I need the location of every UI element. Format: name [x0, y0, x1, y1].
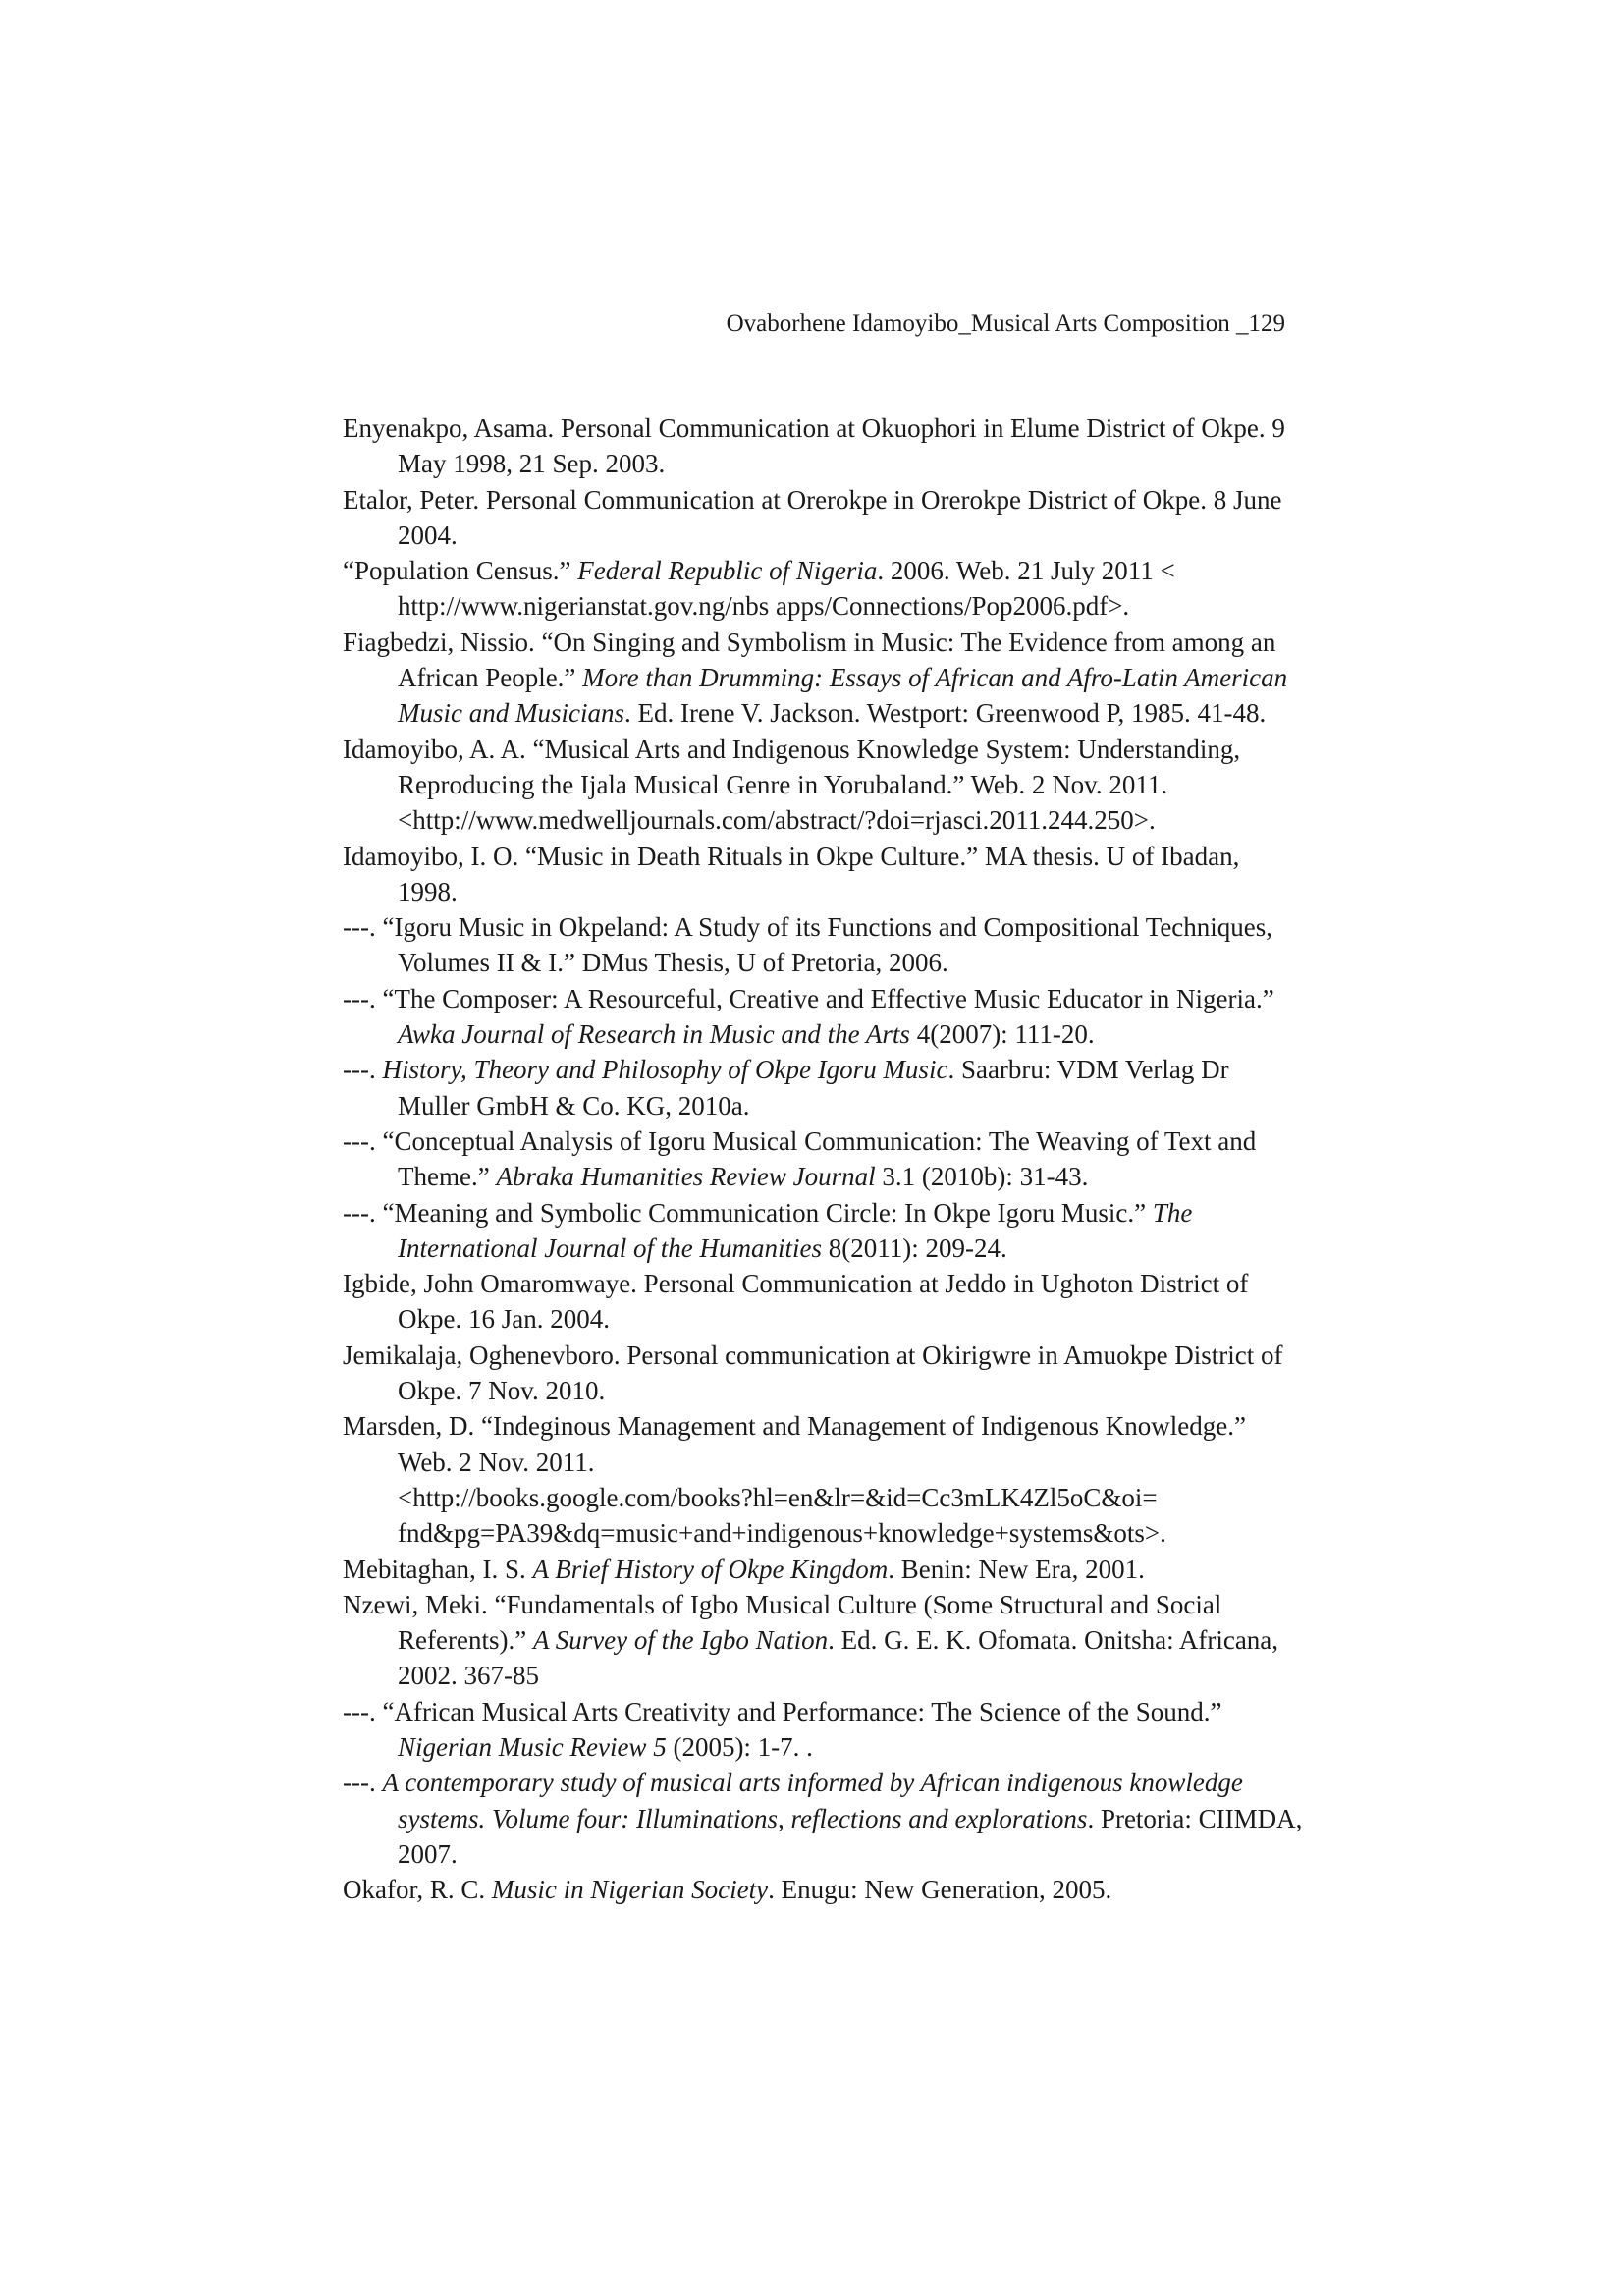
reference-title: More than Drumming: Essays of African and Afro-Latin American Music and Musicians — [398, 663, 1288, 729]
reference-title: A Brief History of Okpe Kingdom — [532, 1554, 889, 1584]
reference-url: <http://books.google.com/books?hl=en&lr=&id=Cc3mLK4Zl5oC&oi= fnd&pg=PA39&dq=music+and+indigenous+knowledge+systems&ots>. — [398, 1482, 1166, 1549]
reference-text: ---. “Meaning and Symbolic Communication Circle: In Okpe Igoru Music.” — [343, 1197, 1153, 1228]
reference-text: ---. — [343, 1768, 383, 1798]
reference-entry — [343, 1694, 1305, 1766]
reference-text: Okafor, R. C. — [343, 1875, 492, 1905]
reference-entry — [343, 1587, 1305, 1694]
reference-title: History, Theory and Philosophy of Okpe Igoru Music — [382, 1055, 948, 1085]
reference-text: ---. “Igoru Music in Okpeland: A Study of its Functions and Compositional Techniques, Volumes II & I.” DMus Thesis, U of Pretoria, 2006. — [343, 912, 1273, 978]
reference-entry — [343, 625, 1305, 732]
reference-text: ---. — [343, 1055, 383, 1085]
reference-entry — [343, 1872, 1305, 1907]
reference-title: Awka Journal of Research in Music and the Arts — [398, 1019, 910, 1050]
reference-entry — [343, 1195, 1305, 1267]
reference-text: 8(2011): 209-24. — [821, 1232, 1007, 1263]
reference-entry — [343, 1552, 1305, 1587]
reference-title: A contemporary study of musical arts informed by African indigenous knowledge systems. Volume four: Illuminations, reflections and explorations — [382, 1768, 1243, 1833]
reference-entry — [343, 482, 1305, 554]
reference-text: . Ed. G. E. K. Ofomata. Onitsha: Africana, 2002. 367-85 — [398, 1625, 1279, 1691]
reference-entry — [343, 839, 1305, 910]
reference-entry — [343, 981, 1305, 1053]
reference-entry — [343, 732, 1305, 839]
reference-text: 3.1 (2010b): 31-43. — [875, 1162, 1089, 1192]
reference-title: The International Journal of the Humanities — [398, 1197, 1193, 1263]
reference-entry — [343, 1266, 1305, 1338]
reference-text: Nzewi, Meki. “Fundamentals of Igbo Musical Culture (Some Structural and Social Referents).” — [343, 1589, 1222, 1656]
reference-entry — [343, 909, 1305, 981]
reference-text: Etalor, Peter. Personal Communication at Orerokpe in Orerokpe District of Okpe. 8 June 2004. — [343, 484, 1282, 550]
reference-text: . Benin: New Era, 2001. — [888, 1554, 1145, 1584]
reference-entry — [343, 553, 1305, 625]
reference-entry — [343, 410, 1305, 482]
reference-text: 4(2007): 111-20. — [909, 1019, 1095, 1050]
running-header: Ovaborhene Idamoyibo_Musical Arts Composition _129 — [726, 310, 1285, 337]
reference-text: Enyenakpo, Asama. Personal Communication at Okuophori in Elume District of Okpe. 9 May 1998, 21 Sep. 2003. — [343, 413, 1285, 479]
reference-text: . 2006. Web. 21 July 2011 < http://www.nigerianstat.gov.ng/nbs apps/Connections/Pop2006.pdf>. — [398, 556, 1175, 622]
reference-entry — [343, 1408, 1305, 1551]
reference-text: . Pretoria: CIIMDA, 2007. — [398, 1803, 1303, 1869]
reference-text: Igbide, John Omaromwaye. Personal Communication at Jeddo in Ughoton District of Okpe. 16 Jan. 2004. — [343, 1269, 1249, 1335]
reference-text: ---. “African Musical Arts Creativity and Performance: The Science of the Sound.” — [343, 1696, 1222, 1726]
reference-text: Marsden, D. “Indeginous Management and Management of Indigenous Knowledge.” Web. 2 Nov. 2011. — [343, 1411, 1246, 1477]
reference-text: Idamoyibo, A. A. “Musical Arts and Indigenous Knowledge System: Understanding, Reproducing the Ijala Musical Genre in Yorubaland.” Web. 2 Nov. 2011. <http://www.medwelljournals.com/abstract/?doi=rjasci.2011.244.250>. — [343, 734, 1241, 836]
reference-title: Nigerian Music Review 5 — [398, 1731, 667, 1762]
reference-text: ---. “The Composer: A Resourceful, Creative and Effective Music Educator in Nigeria.” — [343, 983, 1274, 1013]
reference-text: Idamoyibo, I. O. “Music in Death Rituals in Okpe Culture.” MA thesis. U of Ibadan, 1998. — [343, 841, 1240, 906]
reference-text: Fiagbedzi, Nissio. “On Singing and Symbolism in Music: The Evidence from among an African People.” — [343, 627, 1276, 693]
reference-list — [343, 410, 1305, 1907]
reference-entry — [343, 1338, 1305, 1409]
reference-text: ---. “Conceptual Analysis of Igoru Musical Communication: The Weaving of Text and Theme.” — [343, 1125, 1257, 1192]
reference-text: . Saarbru: VDM Verlag Dr Muller GmbH & Co. KG, 2010a. — [398, 1055, 1229, 1121]
reference-text: Mebitaghan, I. S. — [343, 1554, 533, 1584]
reference-title: Federal Republic of Nigeria — [577, 556, 878, 586]
reference-text: Jemikalaja, Oghenevboro. Personal communication at Okirigwre in Amuokpe District of Okpe. 7 Nov. 2010. — [343, 1339, 1283, 1406]
reference-text: . Ed. Irene V. Jackson. Westport: Greenwood P, 1985. 41-48. — [623, 698, 1267, 729]
reference-text: (2005): 1-7. . — [666, 1731, 813, 1762]
reference-entry — [343, 1765, 1305, 1872]
reference-entry — [343, 1052, 1305, 1123]
reference-title: Music in Nigerian Society — [491, 1875, 769, 1905]
reference-text: . Enugu: New Generation, 2005. — [768, 1875, 1112, 1905]
reference-title: A Survey of the Igbo Nation — [532, 1625, 829, 1656]
reference-title: Abraka Humanities Review Journal — [496, 1162, 876, 1192]
reference-entry — [343, 1123, 1305, 1195]
reference-text: “Population Census.” — [343, 556, 578, 586]
